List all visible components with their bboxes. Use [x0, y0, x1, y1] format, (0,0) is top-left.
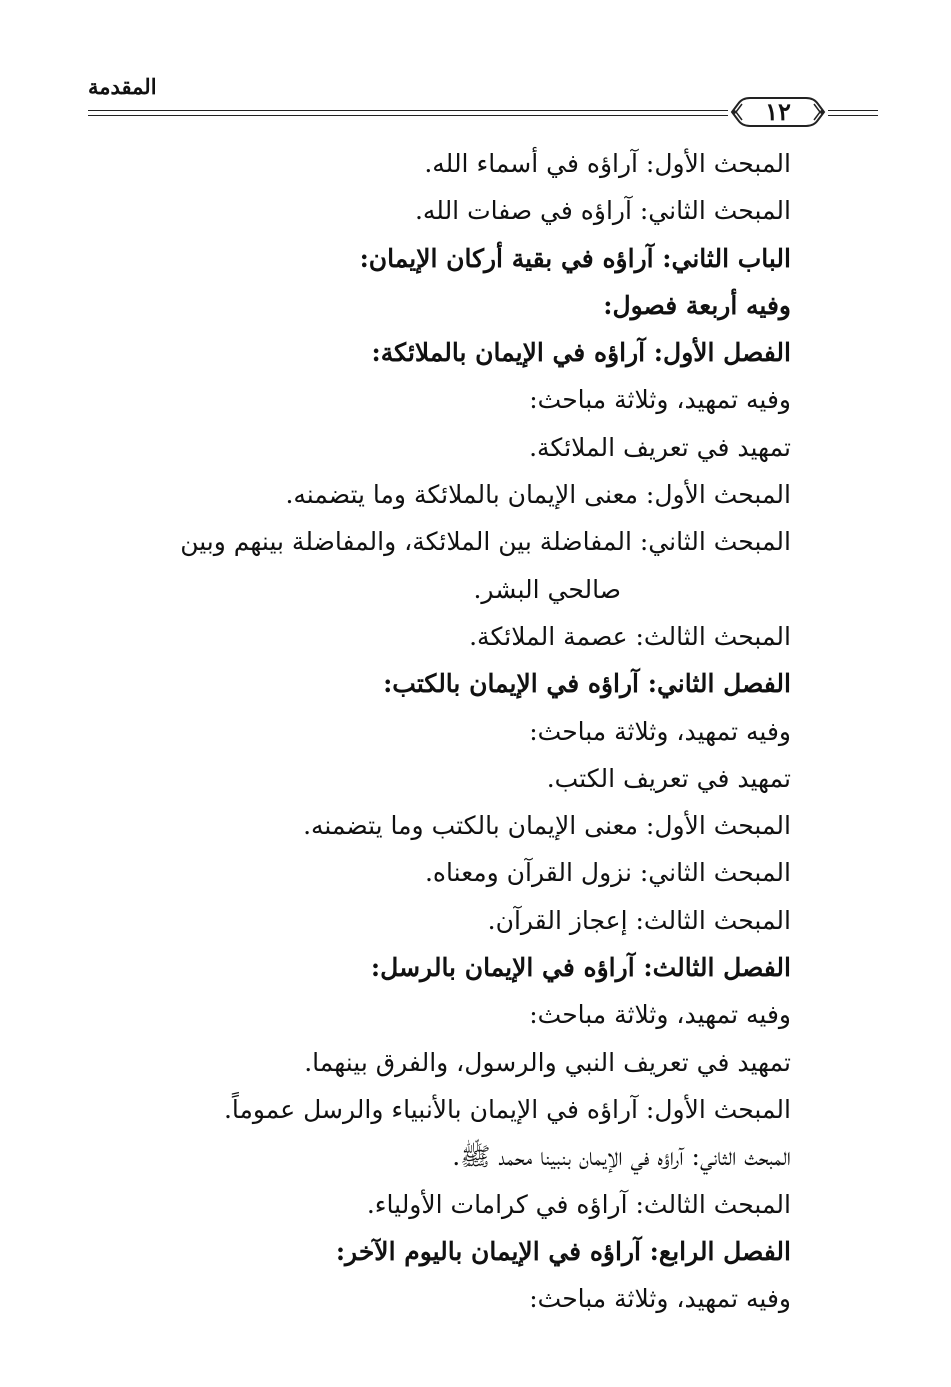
toc-entry: المبحث الثاني: المفاضلة بين الملائكة، والمفاضلة بينهم وبين	[180, 527, 791, 557]
toc-entry: وفيه تمهيد، وثلاثة مباحث:	[529, 1000, 791, 1030]
page-header	[0, 70, 951, 130]
toc-entry: وفيه تمهيد، وثلاثة مباحث:	[529, 1284, 791, 1314]
page-number: ١٢	[765, 97, 791, 126]
toc-entry: المبحث الثاني: نزول القرآن ومعناه.	[424, 858, 791, 888]
toc-heading: الفصل الأول: آراؤه في الإيمان بالملائكة:	[371, 338, 791, 368]
toc-entry: المبحث الأول: معنى الإيمان بالكتب وما يتضمنه.	[303, 811, 791, 841]
running-title: المقدمة	[88, 74, 157, 99]
toc-entry: تمهيد في تعريف الكتب.	[546, 763, 791, 793]
toc-heading: الفصل الثالث: آراؤه في الإيمان بالرسل:	[370, 953, 791, 983]
toc-entry: المبحث الثاني: آراؤه في الإيمان بنبينا محمد ﷺ.	[452, 1142, 791, 1172]
toc-entry: تمهيد في تعريف الملائكة.	[529, 432, 791, 462]
header-rule	[88, 115, 728, 116]
header-rule	[88, 110, 728, 111]
page-number-ornament	[728, 92, 828, 132]
toc-heading: الفصل الرابع: آراؤه في الإيمان باليوم الآخر:	[335, 1236, 791, 1266]
toc-entry: المبحث الثاني: آراؤه في صفات الله.	[414, 196, 791, 226]
toc-heading: وفيه أربعة فصول:	[603, 290, 791, 320]
toc-entry: المبحث الأول: آراؤه في الإيمان بالأنبياء والرسل عموماً.	[223, 1094, 791, 1124]
toc-entry: وفيه تمهيد، وثلاثة مباحث:	[529, 716, 791, 746]
toc-entry: المبحث الأول: آراؤه في أسماء الله.	[424, 149, 791, 178]
toc-heading: الفصل الثاني: آراؤه في الإيمان بالكتب:	[383, 669, 791, 699]
toc-entry: تمهيد في تعريف النبي والرسول، والفرق بينهما.	[304, 1047, 791, 1077]
toc-entry: المبحث الثالث: إعجاز القرآن.	[487, 905, 791, 935]
toc-entry: المبحث الأول: معنى الإيمان بالملائكة وما يتضمنه.	[285, 480, 791, 510]
toc-entry: المبحث الثالث: عصمة الملائكة.	[469, 621, 791, 651]
toc-entry: المبحث الثالث: آراؤه في كرامات الأولياء.	[366, 1189, 791, 1219]
header-rule	[828, 115, 878, 116]
toc-entry: وفيه تمهيد، وثلاثة مباحث:	[529, 385, 791, 415]
header-rule	[828, 110, 878, 111]
toc-content	[76, 140, 791, 1322]
toc-heading: الباب الثاني: آراؤه في بقية أركان الإيمان:	[359, 243, 791, 273]
toc-entry: صالحي البشر.	[473, 574, 621, 604]
